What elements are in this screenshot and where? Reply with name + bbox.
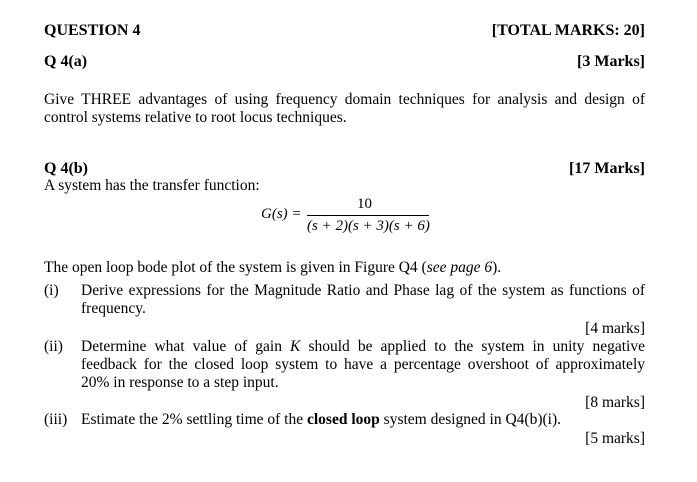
item-ii-number: (ii) [44, 338, 63, 355]
item-iii-line1: Estimate the 2% settling time of the closed loop system designed in Q4(b)(i). [81, 411, 562, 428]
part-a-text-line2: control systems relative to root locus techniques. [44, 109, 347, 126]
item-iii-number: (iii) [44, 411, 68, 428]
equation-denominator: (s + 2)(s + 3)(s + 6) [307, 218, 430, 234]
equation-lhs: G(s) = [261, 206, 302, 222]
item-i-line1: Derive expressions for the Magnitude Ratio and Phase lag of the system as functions of [81, 282, 645, 299]
item-iii-marks: [5 marks] [585, 430, 645, 447]
item-i-line2: frequency. [81, 300, 146, 317]
item-ii-line3: 20% in response to a step input. [81, 374, 279, 391]
part-b-marks: [17 Marks] [569, 160, 645, 177]
part-b-intro: A system has the transfer function: [44, 177, 260, 194]
question-title: QUESTION 4 [44, 22, 141, 39]
item-ii-marks: [8 marks] [585, 394, 645, 411]
item-ii-line1: Determine what value of gain K should be applied to the system in unity negative [81, 338, 645, 355]
part-b-label: Q 4(b) [44, 160, 88, 177]
fraction-bar [307, 215, 429, 216]
part-a-marks: [3 Marks] [577, 53, 645, 70]
bode-plot-text: The open loop bode plot of the system is given in Figure Q4 (see page 6). [44, 259, 502, 276]
item-ii-line2: feedback for the closed loop system to have a percentage overshoot of approximately [81, 356, 645, 373]
item-i-number: (i) [44, 282, 59, 299]
total-marks: [TOTAL MARKS: 20] [491, 22, 645, 39]
equation-numerator: 10 [357, 196, 372, 212]
item-i-marks: [4 marks] [585, 320, 645, 337]
part-a-text-line1: Give THREE advantages of using frequency domain techniques for analysis and design of [44, 91, 645, 108]
part-a-label: Q 4(a) [44, 53, 88, 70]
